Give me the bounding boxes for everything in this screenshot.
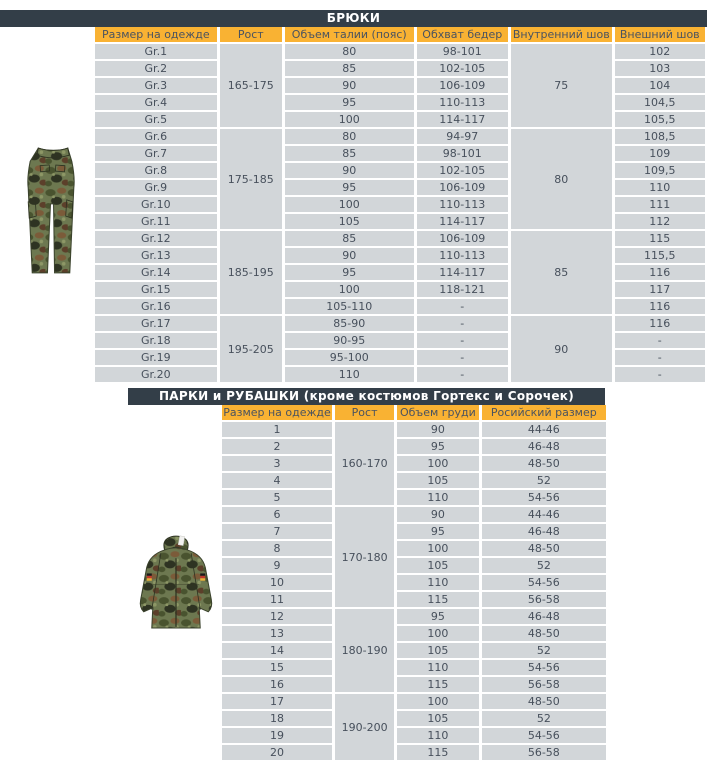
table-row xyxy=(95,44,705,59)
outer-seam-cell: 109 xyxy=(615,146,705,161)
ru-size-cell: 56-58 xyxy=(482,677,606,692)
table-row xyxy=(222,694,606,709)
table-row xyxy=(95,61,705,76)
table-row xyxy=(95,214,705,229)
waist-cell: 95 xyxy=(285,95,414,110)
chest-cell: 110 xyxy=(397,660,479,675)
chest-cell: 100 xyxy=(397,694,479,709)
outer-seam-cell: 116 xyxy=(615,316,705,331)
chest-cell: 110 xyxy=(397,728,479,743)
waist-cell: 105 xyxy=(285,214,414,229)
ru-size-cell: 54-56 xyxy=(482,490,606,505)
outer-seam-cell: 112 xyxy=(615,214,705,229)
size-cell: 4 xyxy=(222,473,332,488)
table-row xyxy=(222,643,606,658)
hips-cell: - xyxy=(417,350,508,365)
hips-cell: 110-113 xyxy=(417,248,508,263)
right-sleeve-flag-patch xyxy=(200,573,205,580)
hips-cell: 106-109 xyxy=(417,180,508,195)
size-cell: 5 xyxy=(222,490,332,505)
rost-cell: 180-190 xyxy=(335,609,394,692)
size-cell: 15 xyxy=(222,660,332,675)
ru-size-cell: 54-56 xyxy=(482,660,606,675)
outer-seam-cell: 110 xyxy=(615,180,705,195)
table-row xyxy=(222,609,606,624)
chest-cell: 95 xyxy=(397,439,479,454)
hips-cell: - xyxy=(417,316,508,331)
hips-cell: 118-121 xyxy=(417,282,508,297)
size-cell: Gr.19 xyxy=(95,350,217,365)
ru-size-cell: 54-56 xyxy=(482,728,606,743)
column-header-rost: Рост xyxy=(335,405,394,420)
table-row xyxy=(95,180,705,195)
chest-cell: 100 xyxy=(397,626,479,641)
waist-cell: 85 xyxy=(285,231,414,246)
size-cell: Gr.14 xyxy=(95,265,217,280)
size-cell: 16 xyxy=(222,677,332,692)
size-cell: 8 xyxy=(222,541,332,556)
size-cell: 7 xyxy=(222,524,332,539)
ru-size-cell: 54-56 xyxy=(482,575,606,590)
ru-size-cell: 56-58 xyxy=(482,592,606,607)
hips-cell: 102-105 xyxy=(417,163,508,178)
table-row xyxy=(222,660,606,675)
waist-cell: 85-90 xyxy=(285,316,414,331)
rost-cell: 165-175 xyxy=(220,44,282,127)
hips-cell: 102-105 xyxy=(417,61,508,76)
waist-cell: 105-110 xyxy=(285,299,414,314)
size-cell: 14 xyxy=(222,643,332,658)
chest-cell: 115 xyxy=(397,745,479,760)
ru-size-cell: 46-48 xyxy=(482,609,606,624)
column-header-hips: Обхват бедер xyxy=(417,27,508,42)
table-row xyxy=(222,575,606,590)
chest-cell: 100 xyxy=(397,541,479,556)
size-cell: 12 xyxy=(222,609,332,624)
inner-seam-cell: 90 xyxy=(511,316,612,382)
waist-cell: 80 xyxy=(285,44,414,59)
ru-size-cell: 56-58 xyxy=(482,745,606,760)
rost-cell: 190-200 xyxy=(335,694,394,760)
hips-cell: 106-109 xyxy=(417,231,508,246)
column-header-rost: Рост xyxy=(220,27,282,42)
waist-cell: 85 xyxy=(285,61,414,76)
table-row xyxy=(95,163,705,178)
ru-size-cell: 52 xyxy=(482,711,606,726)
chest-cell: 95 xyxy=(397,609,479,624)
hips-cell: - xyxy=(417,299,508,314)
column-header-chest: Объем груди xyxy=(397,405,479,420)
waist-cell: 80 xyxy=(285,129,414,144)
table-row xyxy=(222,456,606,471)
trousers-table-title: БРЮКИ xyxy=(0,10,707,27)
table-row xyxy=(222,490,606,505)
table-row xyxy=(222,558,606,573)
outer-seam-cell: 103 xyxy=(615,61,705,76)
outer-seam-cell: - xyxy=(615,350,705,365)
ru-size-cell: 46-48 xyxy=(482,439,606,454)
outer-seam-cell: 116 xyxy=(615,299,705,314)
parkas-size-table xyxy=(219,403,609,762)
rost-cell: 185-195 xyxy=(220,231,282,314)
size-cell: 11 xyxy=(222,592,332,607)
size-cell: Gr.2 xyxy=(95,61,217,76)
chest-cell: 110 xyxy=(397,575,479,590)
chest-cell: 95 xyxy=(397,524,479,539)
waist-cell: 95 xyxy=(285,265,414,280)
waist-cell: 85 xyxy=(285,146,414,161)
parkas-table-title: ПАРКИ и РУБАШКИ (кроме костюмов Гортекс и Сорочек) xyxy=(128,388,605,405)
waist-cell: 100 xyxy=(285,112,414,127)
table-row xyxy=(95,282,705,297)
parka-image xyxy=(136,529,216,634)
size-cell: 20 xyxy=(222,745,332,760)
ru-size-cell: 48-50 xyxy=(482,626,606,641)
table-row xyxy=(95,350,705,365)
outer-seam-cell: 108,5 xyxy=(615,129,705,144)
size-cell: Gr.11 xyxy=(95,214,217,229)
outer-seam-cell: 104,5 xyxy=(615,95,705,110)
column-header-size: Размер на одежде xyxy=(95,27,217,42)
chest-cell: 115 xyxy=(397,592,479,607)
ru-size-cell: 52 xyxy=(482,558,606,573)
size-cell: Gr.3 xyxy=(95,78,217,93)
table-row xyxy=(95,231,705,246)
ru-size-cell: 48-50 xyxy=(482,541,606,556)
hips-cell: 94-97 xyxy=(417,129,508,144)
waist-cell: 90-95 xyxy=(285,333,414,348)
outer-seam-cell: 104 xyxy=(615,78,705,93)
hips-cell: 98-101 xyxy=(417,44,508,59)
column-header-ru-size: Росийский размер xyxy=(482,405,606,420)
table-row xyxy=(222,439,606,454)
inner-seam-cell: 85 xyxy=(511,231,612,314)
column-header-size: Размер на одежде xyxy=(223,406,331,419)
outer-seam-cell: 111 xyxy=(615,197,705,212)
table-row xyxy=(95,316,705,331)
inner-seam-cell: 75 xyxy=(511,44,612,127)
outer-seam-cell: - xyxy=(615,333,705,348)
table-row xyxy=(95,78,705,93)
size-cell: Gr.20 xyxy=(95,367,217,382)
size-cell: Gr.7 xyxy=(95,146,217,161)
table-row xyxy=(95,333,705,348)
size-cell: 3 xyxy=(222,456,332,471)
size-cell: Gr.16 xyxy=(95,299,217,314)
ru-size-cell: 52 xyxy=(482,643,606,658)
trousers-header-row xyxy=(95,27,705,42)
table-row xyxy=(222,592,606,607)
table-row xyxy=(222,626,606,641)
ru-size-cell: 48-50 xyxy=(482,456,606,471)
hips-cell: - xyxy=(417,367,508,382)
outer-seam-cell: 105,5 xyxy=(615,112,705,127)
rost-cell: 170-180 xyxy=(335,507,394,607)
hips-cell: 114-117 xyxy=(417,214,508,229)
chest-cell: 105 xyxy=(397,558,479,573)
table-row xyxy=(95,265,705,280)
size-cell: Gr.15 xyxy=(95,282,217,297)
column-header-outer-seam: Внешний шов xyxy=(615,27,705,42)
outer-seam-cell: 102 xyxy=(615,44,705,59)
size-cell: 1 xyxy=(222,422,332,437)
inner-seam-cell: 80 xyxy=(511,129,612,229)
size-cell: Gr.9 xyxy=(95,180,217,195)
outer-seam-cell: 116 xyxy=(615,265,705,280)
waist-cell: 95-100 xyxy=(285,350,414,365)
hips-cell: - xyxy=(417,333,508,348)
outer-seam-cell: 109,5 xyxy=(615,163,705,178)
hips-cell: 114-117 xyxy=(417,112,508,127)
rost-cell: 195-205 xyxy=(220,316,282,382)
table-row xyxy=(222,745,606,760)
size-cell: Gr.1 xyxy=(95,44,217,59)
outer-seam-cell: - xyxy=(615,367,705,382)
ru-size-cell: 48-50 xyxy=(482,694,606,709)
size-cell: Gr.8 xyxy=(95,163,217,178)
table-row xyxy=(222,473,606,488)
table-row xyxy=(222,728,606,743)
size-cell: Gr.6 xyxy=(95,129,217,144)
table-row xyxy=(95,299,705,314)
size-cell: 9 xyxy=(222,558,332,573)
outer-seam-cell: 117 xyxy=(615,282,705,297)
chest-cell: 110 xyxy=(397,490,479,505)
waist-cell: 95 xyxy=(285,180,414,195)
table-row xyxy=(222,677,606,692)
hips-cell: 110-113 xyxy=(417,95,508,110)
waist-cell: 100 xyxy=(285,282,414,297)
trousers-image xyxy=(22,143,80,280)
table-row xyxy=(95,248,705,263)
table-row xyxy=(95,367,705,382)
size-cell: Gr.13 xyxy=(95,248,217,263)
table-row xyxy=(95,146,705,161)
table-row xyxy=(95,112,705,127)
trousers-table-body xyxy=(95,44,705,382)
trousers-size-table xyxy=(92,25,707,384)
hips-cell: 98-101 xyxy=(417,146,508,161)
ru-size-cell: 46-48 xyxy=(482,524,606,539)
table-row xyxy=(222,507,606,522)
size-cell: Gr.17 xyxy=(95,316,217,331)
column-header-inner-seam: Внутренний шов xyxy=(512,28,610,41)
size-cell: 18 xyxy=(222,711,332,726)
waist-cell: 100 xyxy=(285,197,414,212)
table-row xyxy=(95,197,705,212)
size-cell: 2 xyxy=(222,439,332,454)
size-cell: Gr.12 xyxy=(95,231,217,246)
waist-cell: 90 xyxy=(285,78,414,93)
chest-cell: 105 xyxy=(397,711,479,726)
hips-cell: 106-109 xyxy=(417,78,508,93)
outer-seam-cell: 115,5 xyxy=(615,248,705,263)
hips-cell: 114-117 xyxy=(417,265,508,280)
size-cell: Gr.4 xyxy=(95,95,217,110)
waist-cell: 90 xyxy=(285,248,414,263)
rost-cell: 160-170 xyxy=(335,422,394,505)
rost-cell: 175-185 xyxy=(220,129,282,229)
waist-cell: 110 xyxy=(285,367,414,382)
size-cell: Gr.5 xyxy=(95,112,217,127)
table-row xyxy=(222,524,606,539)
chest-cell: 115 xyxy=(397,677,479,692)
table-row xyxy=(95,129,705,144)
outer-seam-cell: 115 xyxy=(615,231,705,246)
size-cell: 13 xyxy=(222,626,332,641)
table-row xyxy=(222,541,606,556)
left-sleeve-flag-patch xyxy=(147,573,152,580)
chest-cell: 90 xyxy=(397,507,479,522)
size-cell: Gr.18 xyxy=(95,333,217,348)
size-cell: Gr.10 xyxy=(95,197,217,212)
table-row xyxy=(222,422,606,437)
chest-cell: 90 xyxy=(397,422,479,437)
chest-cell: 105 xyxy=(397,473,479,488)
hips-cell: 110-113 xyxy=(417,197,508,212)
parkas-table-body xyxy=(222,422,606,760)
table-row xyxy=(222,711,606,726)
column-header-waist: Объем талии (пояс) xyxy=(285,27,414,42)
ru-size-cell: 52 xyxy=(482,473,606,488)
chest-cell: 100 xyxy=(397,456,479,471)
chest-cell: 105 xyxy=(397,643,479,658)
size-cell: 6 xyxy=(222,507,332,522)
size-cell: 19 xyxy=(222,728,332,743)
waist-cell: 90 xyxy=(285,163,414,178)
size-cell: 10 xyxy=(222,575,332,590)
size-cell: 17 xyxy=(222,694,332,709)
ru-size-cell: 44-46 xyxy=(482,507,606,522)
table-row xyxy=(95,95,705,110)
parkas-header-row xyxy=(222,405,606,420)
ru-size-cell: 44-46 xyxy=(482,422,606,437)
